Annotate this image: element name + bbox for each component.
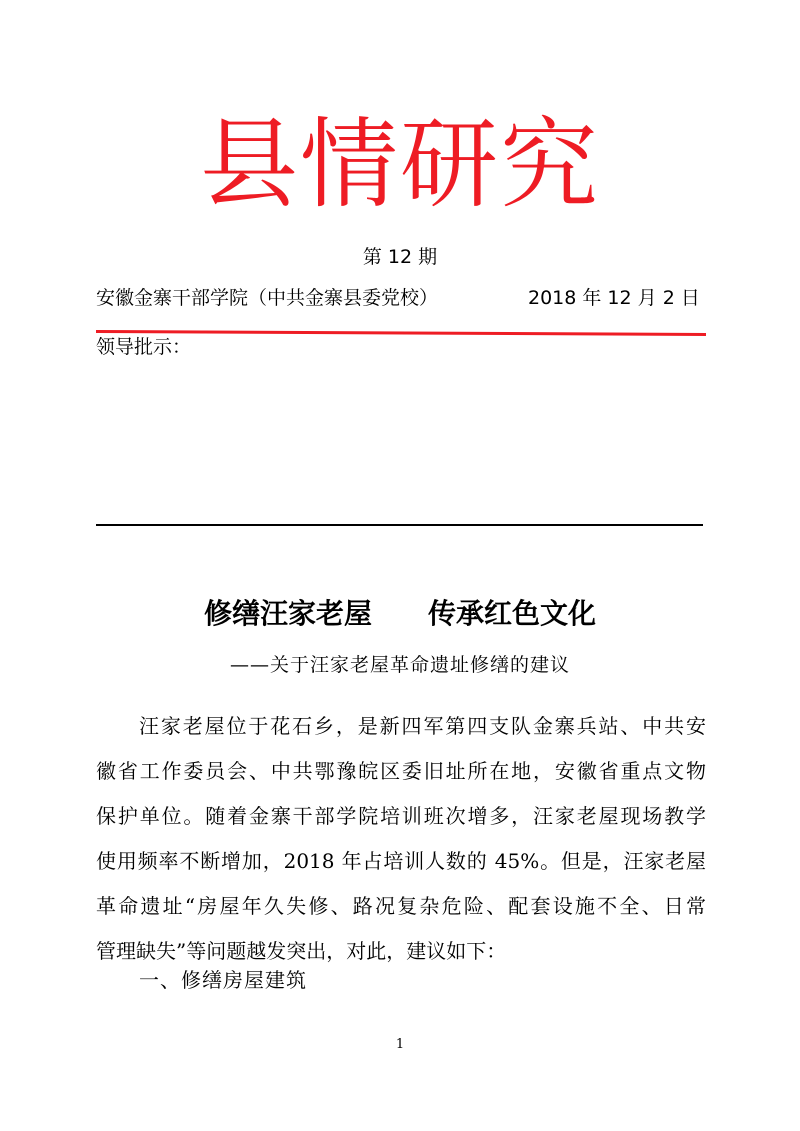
paragraph-line: 汪家老屋位于花石乡，是新四军第四支队金寨兵站、中共安 [139,714,706,738]
paragraph-line: 使用频率不断增加，2018 年占培训人数的 45%。但是，汪家老屋 [96,849,706,873]
section-heading: 一、修缮房屋建筑 [139,968,307,992]
paragraph-line: 管理缺失”等问题越发突出，对此，建议如下： [96,939,507,963]
publisher-name: 安徽金寨干部学院（中共金寨县委党校） [96,287,439,309]
paragraph-line: 革命遗址“房屋年久失修、路况复杂危险、配套设施不全、日常 [96,894,706,918]
page-number: 1 [395,1037,405,1052]
article-title: 修缮汪家老屋 传承红色文化 [203,597,596,630]
issue-number: 第 12 期 [362,246,438,268]
article-paragraph [96,704,706,974]
publication-date: 2018 年 12 月 2 日 [528,287,700,309]
leader-instructions-label: 领导批示： [96,336,192,358]
masthead-title: 县情研究 [199,108,600,222]
article-subtitle: ——关于汪家老屋革命遗址修缮的建议 [230,654,571,676]
paragraph-line: 保护单位。随着金寨干部学院培训班次增多，汪家老屋现场教学 [96,804,706,828]
paragraph-line: 徽省工作委员会、中共鄂豫皖区委旧址所在地，安徽省重点文物 [96,759,706,783]
black-divider [96,524,703,526]
